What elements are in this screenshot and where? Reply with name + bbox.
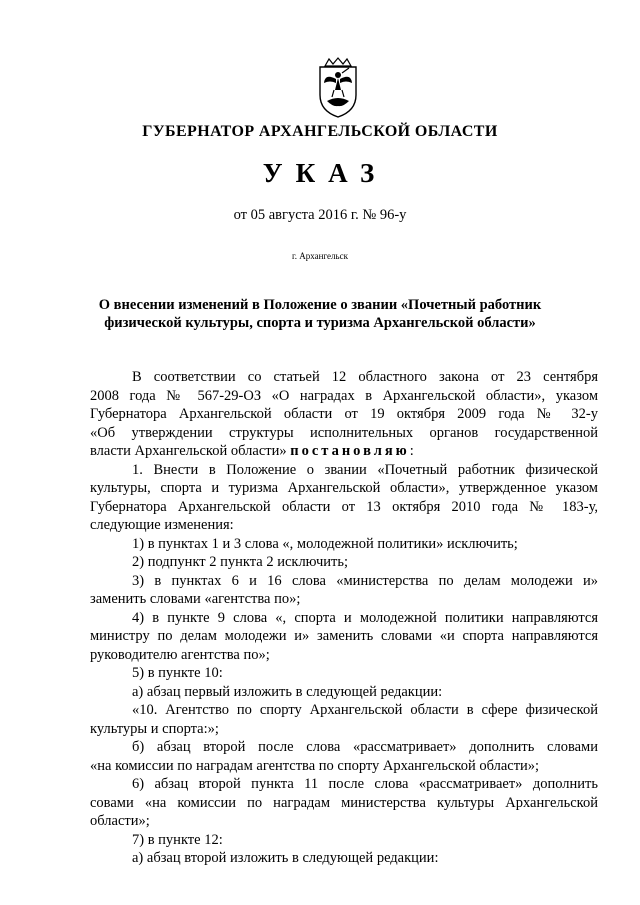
body-line: Губернатора Архангельской области от 19 октября 2009 года № 32-у (90, 406, 598, 422)
document-type: УКАЗ (262, 158, 388, 188)
body-line: 6) абзац второй пункта 11 после слова «рассматривает» дополнить (132, 776, 598, 792)
body-line: руководителю агентства по»; (90, 646, 270, 663)
body-line: совами «на комиссии по наградам министерства культуры Архангельской (90, 794, 598, 811)
decree-subject (0, 296, 640, 332)
subject-line: О внесении изменений в Положение о звании «Почетный работник (98, 297, 542, 313)
date-and-number: от 05 августа 2016 г. № 96-у (233, 207, 407, 223)
body-line: культуры, спорта и туризма Архангельской области», утвержденное указом (90, 480, 598, 496)
body-line: «на комиссии по наградам агентства по спорту Архангельской области»; (90, 757, 540, 774)
body-line: Губернатора Архангельской области от 13 октября 2010 года № 183-у, (90, 498, 598, 515)
body-line: 4) в пункте 9 слова «, спорта и молодежной политики направляются (132, 609, 598, 626)
body-line: В соответствии со статьей 12 областного закона от 23 сентября (132, 369, 598, 385)
body-line: заменить словами «агентства по»; (90, 591, 301, 607)
body-text: власти Архангельской области» (90, 443, 291, 459)
body-line: 1) в пунктах 1 и 3 слова «, молодежной политики» исключить; (132, 535, 518, 552)
body-line: 2008 года № 567-29-ОЗ «О наградах в Архангельской области», указом (90, 387, 598, 404)
body-line: 5) в пункте 10: (132, 665, 223, 681)
body-line: б) абзац второй после слова «рассматривает» дополнить словами (132, 739, 598, 755)
decree-body (90, 368, 598, 868)
body-line (90, 442, 598, 461)
body-line: а) абзац второй изложить в следующей редакции: (132, 850, 439, 866)
body-line: министру по делам молодежи и» заменить словами «и спорта направляются (90, 628, 598, 644)
body-line: 7) в пункте 12: (132, 831, 223, 848)
body-line: «Об утверждении структуры исполнительных органов государственной (90, 424, 598, 441)
body-line: 2) подпункт 2 пункта 2 исключить; (132, 554, 348, 570)
subject-line: физической культуры, спорта и туризма Архангельской области» (104, 315, 536, 331)
body-line: области»; (90, 813, 150, 829)
postanovlyayu-text: постановляю (290, 443, 410, 459)
city-label: г. Архангельск (292, 251, 348, 261)
body-line: 1. Внести в Положение о звании «Почетный работник физической (132, 461, 598, 478)
coat-of-arms-icon (307, 57, 369, 119)
body-line: 3) в пунктах 6 и 16 слова «министерства по делам молодежи и» (132, 572, 598, 589)
body-line: культуры и спорта:»; (90, 720, 219, 737)
body-line: а) абзац первый изложить в следующей редакции: (132, 683, 443, 700)
governor-title: ГУБЕРНАТОР АРХАНГЕЛЬСКОЙ ОБЛАСТИ (142, 123, 498, 140)
body-line: следующие изменения: (90, 517, 234, 533)
body-text: : (409, 443, 414, 459)
body-line: «10. Агентство по спорту Архангельской области в сфере физической (132, 702, 598, 718)
